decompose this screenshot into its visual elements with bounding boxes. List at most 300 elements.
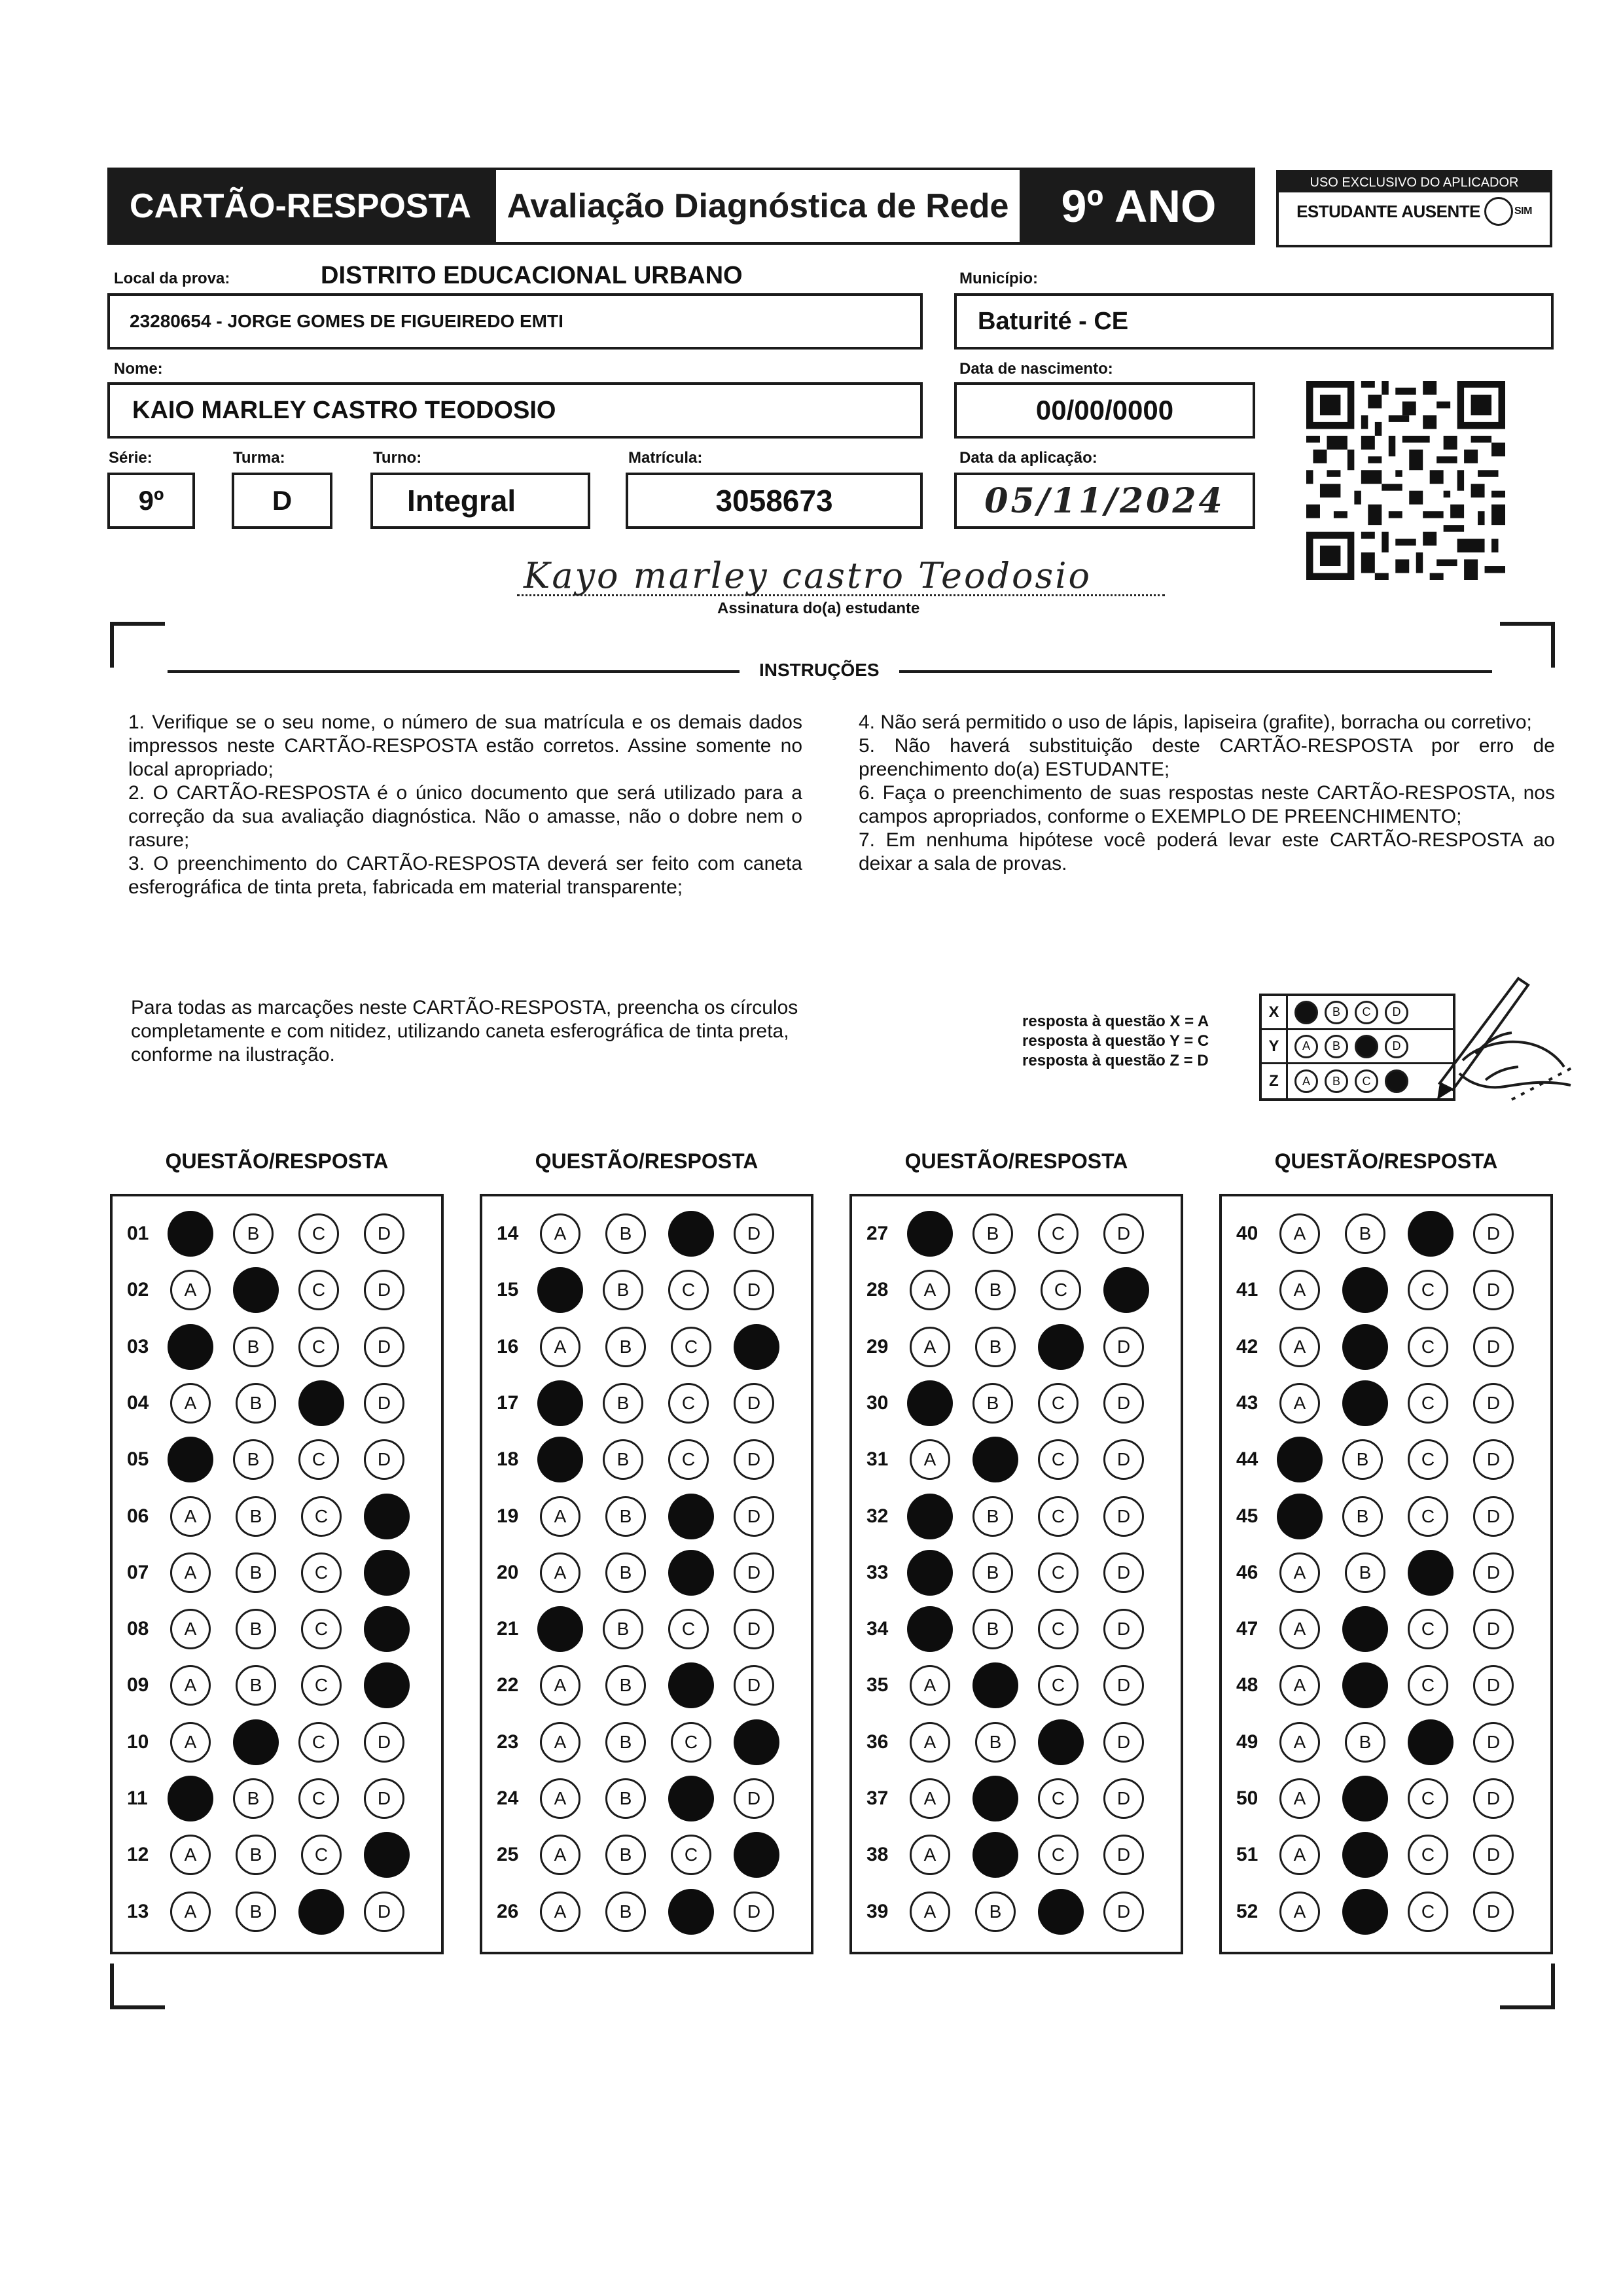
answer-bubble-b[interactable] (605, 1552, 646, 1593)
answer-bubble-d[interactable] (1103, 1778, 1144, 1819)
answer-bubble-b[interactable] (1342, 1439, 1383, 1480)
answer-bubble-b[interactable] (233, 1439, 274, 1480)
answer-bubble-a[interactable] (168, 1776, 213, 1821)
signature-line (517, 594, 1165, 596)
answer-bubble-c[interactable] (1408, 1327, 1448, 1367)
answer-bubble-d[interactable] (734, 1832, 779, 1878)
answer-bubble-d[interactable] (364, 1832, 410, 1878)
question-row (852, 1545, 1181, 1601)
answer-bubble-d[interactable] (734, 1213, 774, 1254)
question-number: 13 (127, 1900, 149, 1922)
answer-bubble-c[interactable] (668, 1383, 709, 1424)
bubble-letter: A (554, 1223, 567, 1244)
answer-bubble-d[interactable] (734, 1609, 774, 1649)
answer-bubble-a[interactable] (170, 1496, 211, 1537)
turno-label: Turno: (373, 449, 422, 467)
answer-bubble-a[interactable] (170, 1270, 211, 1310)
answer-bubble-d[interactable] (1103, 1665, 1144, 1706)
example-bubble-d (1385, 1069, 1408, 1093)
answer-bubble-a[interactable] (1279, 1778, 1320, 1819)
example-q-label: Y (1262, 1030, 1288, 1062)
answer-bubble-c[interactable] (1038, 1778, 1079, 1819)
answer-bubble-a[interactable] (540, 1892, 580, 1932)
answer-bubble-c[interactable] (301, 1609, 342, 1649)
answer-bubble-b[interactable] (236, 1383, 276, 1424)
answer-bubble-c[interactable] (1408, 1496, 1448, 1537)
answer-bubble-b[interactable] (1342, 1832, 1388, 1878)
bubble-letter: D (377, 1336, 391, 1357)
answer-bubble-c[interactable] (1408, 1665, 1448, 1706)
question-row (852, 1262, 1181, 1318)
answer-bubble-b[interactable] (605, 1835, 646, 1875)
answer-bubble-a[interactable] (1279, 1552, 1320, 1593)
answer-bubble-b[interactable] (1342, 1889, 1388, 1935)
answer-bubble-c[interactable] (1038, 1665, 1079, 1706)
bubble-letter: A (554, 1675, 567, 1696)
question-row (852, 1431, 1181, 1488)
answer-bubble-a[interactable] (170, 1892, 211, 1932)
answer-bubble-d[interactable] (1473, 1722, 1514, 1763)
answer-bubble-d[interactable] (734, 1270, 774, 1310)
answer-bubble-a[interactable] (1279, 1327, 1320, 1367)
question-number: 50 (1236, 1787, 1258, 1809)
answer-bubble-a[interactable] (537, 1380, 583, 1426)
answer-bubble-b[interactable] (233, 1213, 274, 1254)
answer-bubble-b[interactable] (972, 1552, 1013, 1593)
answer-column-2 (480, 1194, 813, 1954)
answer-bubble-c[interactable] (1408, 1211, 1454, 1257)
answer-bubble-d[interactable] (734, 1439, 774, 1480)
answer-bubble-d[interactable] (364, 1383, 404, 1424)
answer-bubble-a[interactable] (170, 1552, 211, 1593)
answer-bubble-a[interactable] (540, 1722, 580, 1763)
answer-bubble-b[interactable] (975, 1327, 1016, 1367)
answer-bubble-a[interactable] (1277, 1494, 1323, 1539)
answer-bubble-b[interactable] (975, 1892, 1016, 1932)
answer-bubble-a[interactable] (168, 1324, 213, 1370)
answer-bubble-c[interactable] (668, 1270, 709, 1310)
answer-bubble-c[interactable] (1038, 1552, 1079, 1593)
answer-bubble-b[interactable] (1342, 1267, 1388, 1313)
question-number: 31 (866, 1448, 889, 1471)
answer-bubble-b[interactable] (236, 1665, 276, 1706)
bubble-letter: D (1116, 1731, 1131, 1752)
answer-bubble-c[interactable] (1038, 1889, 1084, 1935)
answer-bubble-b[interactable] (972, 1437, 1018, 1482)
answer-bubble-d[interactable] (1473, 1213, 1514, 1254)
answer-bubble-d[interactable] (1473, 1892, 1514, 1932)
bubble-letter: A (1293, 1619, 1306, 1640)
bubble-letter: B (616, 1392, 630, 1413)
bubble-letter: C (681, 1619, 696, 1640)
answer-bubble-d[interactable] (1473, 1609, 1514, 1649)
answer-bubble-a[interactable] (1279, 1270, 1320, 1310)
question-number: 28 (866, 1279, 889, 1301)
bubble-letter: C (312, 1449, 326, 1470)
answer-bubble-b[interactable] (972, 1662, 1018, 1708)
answer-bubble-d[interactable] (1473, 1835, 1514, 1875)
answer-bubble-d[interactable] (364, 1327, 404, 1367)
answer-bubble-d[interactable] (734, 1719, 779, 1765)
bubble-letter: B (986, 1562, 999, 1583)
bubble-letter: A (1293, 1392, 1306, 1413)
answer-bubble-d[interactable] (734, 1665, 774, 1706)
bubble-letter: D (377, 1788, 391, 1808)
answer-bubble-b[interactable] (605, 1327, 646, 1367)
answer-bubble-a[interactable] (1279, 1892, 1320, 1932)
bubble-letter: A (1293, 1844, 1306, 1865)
answer-bubble-c[interactable] (668, 1439, 709, 1480)
answer-bubble-a[interactable] (537, 1606, 583, 1652)
answer-bubble-a[interactable] (537, 1437, 583, 1482)
answer-bubble-b[interactable] (1342, 1606, 1388, 1652)
question-row (852, 1206, 1181, 1262)
bubble-letter: A (184, 1675, 197, 1696)
bubble-letter: D (377, 1449, 391, 1470)
student-signature: Kayo marley castro Teodosio (524, 555, 1092, 596)
answer-bubble-d[interactable] (1103, 1892, 1144, 1932)
answer-bubble-a[interactable] (910, 1722, 950, 1763)
question-number: 45 (1236, 1505, 1258, 1527)
answer-bubble-c[interactable] (668, 1662, 714, 1708)
turma-field: D (232, 473, 332, 529)
bubble-letter: D (1116, 1449, 1131, 1470)
bubble-letter: B (249, 1619, 262, 1640)
answer-bubble-a[interactable] (910, 1892, 950, 1932)
answer-bubble-d[interactable] (1103, 1552, 1144, 1593)
answer-bubble-d[interactable] (734, 1892, 774, 1932)
question-number: 33 (866, 1561, 889, 1583)
question-number: 09 (127, 1674, 149, 1696)
answer-bubble-c[interactable] (298, 1778, 339, 1819)
answer-bubble-a[interactable] (540, 1213, 580, 1254)
answer-bubble-a[interactable] (540, 1552, 580, 1593)
answer-bubble-c[interactable] (671, 1327, 711, 1367)
bubble-letter: C (1051, 1675, 1065, 1696)
answer-bubble-b[interactable] (605, 1213, 646, 1254)
answer-bubble-c[interactable] (1408, 1778, 1448, 1819)
answer-bubble-b[interactable] (975, 1270, 1016, 1310)
answer-bubble-b[interactable] (972, 1213, 1013, 1254)
answer-bubble-d[interactable] (364, 1494, 410, 1539)
answer-bubble-b[interactable] (1342, 1324, 1388, 1370)
answer-bubble-d[interactable] (734, 1324, 779, 1370)
question-number: 20 (497, 1561, 519, 1583)
bubble-letter: B (247, 1223, 260, 1244)
answer-bubble-a[interactable] (540, 1496, 580, 1537)
answer-bubble-a[interactable] (1279, 1835, 1320, 1875)
answer-bubble-d[interactable] (1473, 1552, 1514, 1593)
answer-bubble-b[interactable] (1342, 1662, 1388, 1708)
answer-bubble-b[interactable] (605, 1722, 646, 1763)
answer-bubble-d[interactable] (364, 1439, 404, 1480)
answer-bubble-c[interactable] (298, 1270, 339, 1310)
answer-bubble-a[interactable] (1277, 1437, 1323, 1482)
answer-bubble-d[interactable] (364, 1722, 404, 1763)
answer-bubble-d[interactable] (364, 1213, 404, 1254)
bubble-letter: C (1421, 1449, 1435, 1470)
answer-bubble-b[interactable] (603, 1270, 643, 1310)
answer-bubble-c[interactable] (668, 1211, 714, 1257)
answer-bubble-b[interactable] (236, 1892, 276, 1932)
answer-bubble-c[interactable] (1041, 1270, 1081, 1310)
answer-bubble-c[interactable] (1408, 1719, 1454, 1765)
bubble-letter: B (619, 1675, 632, 1696)
answer-bubble-c[interactable] (1038, 1496, 1079, 1537)
answer-bubble-d[interactable] (364, 1778, 404, 1819)
answer-bubble-b[interactable] (1342, 1496, 1383, 1537)
answer-bubble-d[interactable] (1473, 1270, 1514, 1310)
answer-bubble-c[interactable] (301, 1835, 342, 1875)
answer-bubble-d[interactable] (734, 1496, 774, 1537)
nome-field: KAIO MARLEY CASTRO TEODOSIO (107, 382, 923, 439)
answer-bubble-b[interactable] (1345, 1213, 1385, 1254)
answer-bubble-c[interactable] (668, 1494, 714, 1539)
bubble-letter: D (1116, 1788, 1131, 1808)
answer-bubble-a[interactable] (170, 1609, 211, 1649)
answer-bubble-a[interactable] (1279, 1665, 1320, 1706)
answer-bubble-b[interactable] (236, 1609, 276, 1649)
answer-bubble-d[interactable] (1103, 1722, 1144, 1763)
answer-bubble-a[interactable] (1279, 1722, 1320, 1763)
question-row (113, 1488, 441, 1545)
question-number: 04 (127, 1391, 149, 1414)
bubble-letter: C (1421, 1505, 1435, 1526)
bubble-letter: B (616, 1280, 630, 1300)
answer-bubble-c[interactable] (301, 1552, 342, 1593)
answer-bubble-d[interactable] (1103, 1835, 1144, 1875)
answer-bubble-c[interactable] (301, 1496, 342, 1537)
answer-bubble-c[interactable] (298, 1889, 344, 1935)
answer-bubble-b[interactable] (236, 1496, 276, 1537)
answer-bubble-a[interactable] (907, 1606, 953, 1652)
answer-bubble-d[interactable] (1103, 1213, 1144, 1254)
answer-bubble-b[interactable] (1342, 1776, 1388, 1821)
answer-bubble-b[interactable] (1342, 1380, 1388, 1426)
answer-bubble-c[interactable] (298, 1722, 339, 1763)
answer-bubble-d[interactable] (1103, 1267, 1149, 1313)
answer-bubble-a[interactable] (170, 1665, 211, 1706)
answer-bubble-c[interactable] (1408, 1270, 1448, 1310)
question-number: 05 (127, 1448, 149, 1471)
answer-bubble-b[interactable] (972, 1383, 1013, 1424)
bubble-letter: B (619, 1731, 632, 1752)
question-number: 48 (1236, 1674, 1258, 1696)
answer-bubble-a[interactable] (910, 1439, 950, 1480)
answer-bubble-a[interactable] (910, 1270, 950, 1310)
answer-bubble-c[interactable] (301, 1665, 342, 1706)
question-row (482, 1488, 811, 1545)
answer-bubble-d[interactable] (1473, 1383, 1514, 1424)
turno-field: Integral (370, 473, 590, 529)
answer-bubble-b[interactable] (605, 1665, 646, 1706)
answer-bubble-b[interactable] (603, 1383, 643, 1424)
answer-bubble-c[interactable] (1038, 1324, 1084, 1370)
school-field: 23280654 - JORGE GOMES DE FIGUEIREDO EMTI (107, 293, 923, 350)
bubble-letter: D (1116, 1392, 1131, 1413)
answer-bubble-d[interactable] (1473, 1665, 1514, 1706)
answer-bubble-d[interactable] (1473, 1439, 1514, 1480)
answer-bubble-b[interactable] (1345, 1722, 1385, 1763)
question-number: 38 (866, 1844, 889, 1866)
bubble-letter: C (314, 1619, 329, 1640)
bubble-letter: A (923, 1788, 936, 1808)
answer-bubble-c[interactable] (1038, 1835, 1079, 1875)
answer-bubble-d[interactable] (364, 1270, 404, 1310)
absent-checkbox[interactable] (1484, 197, 1513, 226)
answer-bubble-b[interactable] (233, 1267, 279, 1313)
instruction-1: 1. Verifique se o seu nome, o número de sua matrícula e os demais dados impressos neste CARTÃO-RESPOSTA estão corretos. Assine somente no local apropriado; (128, 711, 802, 780)
municipio-field: Baturité - CE (954, 293, 1554, 350)
answer-bubble-a[interactable] (540, 1327, 580, 1367)
answer-bubble-a[interactable] (910, 1665, 950, 1706)
answer-bubble-c[interactable] (298, 1213, 339, 1254)
answer-bubble-c[interactable] (1408, 1383, 1448, 1424)
answer-bubble-d[interactable] (1103, 1439, 1144, 1480)
column-title-2: QUESTÃO/RESPOSTA (535, 1149, 758, 1173)
question-number: 41 (1236, 1279, 1258, 1301)
question-number: 52 (1236, 1900, 1258, 1922)
local-label: Local da prova: (114, 270, 230, 287)
answer-bubble-a[interactable] (907, 1494, 953, 1539)
nome-label: Nome: (114, 360, 163, 378)
bubble-letter: C (1051, 1223, 1065, 1244)
bubble-letter: B (619, 1901, 632, 1922)
answer-bubble-d[interactable] (734, 1778, 774, 1819)
bubble-letter: A (923, 1901, 936, 1922)
answer-bubble-b[interactable] (975, 1722, 1016, 1763)
answer-bubble-a[interactable] (1279, 1213, 1320, 1254)
question-row (113, 1262, 441, 1318)
bubble-letter: C (1421, 1675, 1435, 1696)
answer-bubble-a[interactable] (1279, 1383, 1320, 1424)
question-number: 24 (497, 1787, 519, 1809)
bubble-letter: A (1293, 1901, 1306, 1922)
bubble-letter: D (1486, 1844, 1501, 1865)
answer-bubble-b[interactable] (233, 1327, 274, 1367)
serie-field: 9º (107, 473, 195, 529)
answer-bubble-a[interactable] (907, 1380, 953, 1426)
answer-bubble-b[interactable] (972, 1832, 1018, 1878)
bubble-letter: A (923, 1336, 936, 1357)
answer-bubble-c[interactable] (1038, 1439, 1079, 1480)
answer-bubble-b[interactable] (233, 1719, 279, 1765)
question-row (113, 1827, 441, 1883)
answer-bubble-b[interactable] (605, 1892, 646, 1932)
answer-bubble-a[interactable] (907, 1550, 953, 1596)
answer-bubble-c[interactable] (671, 1722, 711, 1763)
answer-bubble-d[interactable] (734, 1383, 774, 1424)
answer-bubble-a[interactable] (540, 1778, 580, 1819)
bubble-letter: B (619, 1788, 632, 1808)
answer-bubble-c[interactable] (1408, 1439, 1448, 1480)
answer-bubble-a[interactable] (170, 1722, 211, 1763)
answer-bubble-a[interactable] (170, 1383, 211, 1424)
question-number: 03 (127, 1335, 149, 1357)
answer-bubble-a[interactable] (910, 1778, 950, 1819)
answer-bubble-c[interactable] (1408, 1835, 1448, 1875)
answer-bubble-a[interactable] (537, 1267, 583, 1313)
question-number: 27 (866, 1223, 889, 1244)
answer-bubble-a[interactable] (168, 1437, 213, 1482)
example-legend (1022, 1012, 1209, 1071)
answer-bubble-d[interactable] (1103, 1496, 1144, 1537)
answer-bubble-d[interactable] (1103, 1609, 1144, 1649)
answer-bubble-c[interactable] (668, 1609, 709, 1649)
hand-pen-icon (1414, 969, 1577, 1126)
answer-bubble-b[interactable] (605, 1496, 646, 1537)
answer-bubble-b[interactable] (972, 1609, 1013, 1649)
answer-bubble-a[interactable] (540, 1665, 580, 1706)
answer-bubble-a[interactable] (907, 1211, 953, 1257)
answer-bubble-b[interactable] (972, 1776, 1018, 1821)
answer-bubble-d[interactable] (364, 1662, 410, 1708)
answer-bubble-b[interactable] (605, 1778, 646, 1819)
answer-bubble-b[interactable] (603, 1609, 643, 1649)
instruction-4: 4. Não será permitido o uso de lápis, lapiseira (grafite), borracha ou corretivo; (859, 711, 1532, 733)
example-bubble-b: B (1325, 1069, 1348, 1093)
answer-bubble-c[interactable] (1038, 1609, 1079, 1649)
bubble-letter: D (1486, 1336, 1501, 1357)
answer-bubble-a[interactable] (910, 1835, 950, 1875)
bubble-letter: B (986, 1392, 999, 1413)
answer-bubble-b[interactable] (972, 1496, 1013, 1537)
answer-bubble-d[interactable] (1103, 1327, 1144, 1367)
question-row (482, 1431, 811, 1488)
answer-bubble-a[interactable] (910, 1327, 950, 1367)
bubble-letter: D (1486, 1449, 1501, 1470)
answer-bubble-d[interactable] (1473, 1327, 1514, 1367)
answer-bubble-c[interactable] (298, 1380, 344, 1426)
answer-bubble-d[interactable] (1473, 1778, 1514, 1819)
answer-bubble-a[interactable] (170, 1835, 211, 1875)
answer-bubble-d[interactable] (364, 1550, 410, 1596)
answer-bubble-c[interactable] (1038, 1213, 1079, 1254)
answer-bubble-b[interactable] (236, 1835, 276, 1875)
answer-bubble-c[interactable] (1408, 1550, 1454, 1596)
answer-bubble-d[interactable] (364, 1606, 410, 1652)
answer-bubble-a[interactable] (168, 1211, 213, 1257)
answer-bubble-c[interactable] (668, 1776, 714, 1821)
answer-bubble-d[interactable] (1473, 1496, 1514, 1537)
answer-bubble-b[interactable] (1345, 1552, 1385, 1593)
answer-bubble-b[interactable] (233, 1778, 274, 1819)
bubble-letter: A (554, 1844, 567, 1865)
answer-bubble-d[interactable] (734, 1552, 774, 1593)
bubble-letter: B (619, 1336, 632, 1357)
answer-bubble-c[interactable] (671, 1835, 711, 1875)
answer-bubble-c[interactable] (668, 1550, 714, 1596)
question-row (482, 1262, 811, 1318)
answer-bubble-c[interactable] (668, 1889, 714, 1935)
answer-bubble-b[interactable] (236, 1552, 276, 1593)
answer-bubble-a[interactable] (1279, 1609, 1320, 1649)
answer-bubble-d[interactable] (364, 1892, 404, 1932)
answer-bubble-c[interactable] (298, 1439, 339, 1480)
question-number: 26 (497, 1900, 519, 1922)
answer-bubble-c[interactable] (298, 1327, 339, 1367)
bubble-letter: C (1421, 1844, 1435, 1865)
answer-bubble-c[interactable] (1038, 1719, 1084, 1765)
question-row (482, 1827, 811, 1883)
answer-bubble-b[interactable] (603, 1439, 643, 1480)
answer-bubble-c[interactable] (1408, 1609, 1448, 1649)
answer-bubble-c[interactable] (1038, 1383, 1079, 1424)
answer-bubble-d[interactable] (1103, 1383, 1144, 1424)
answer-bubble-c[interactable] (1408, 1892, 1448, 1932)
bubble-letter: C (312, 1336, 326, 1357)
answer-bubble-a[interactable] (540, 1835, 580, 1875)
